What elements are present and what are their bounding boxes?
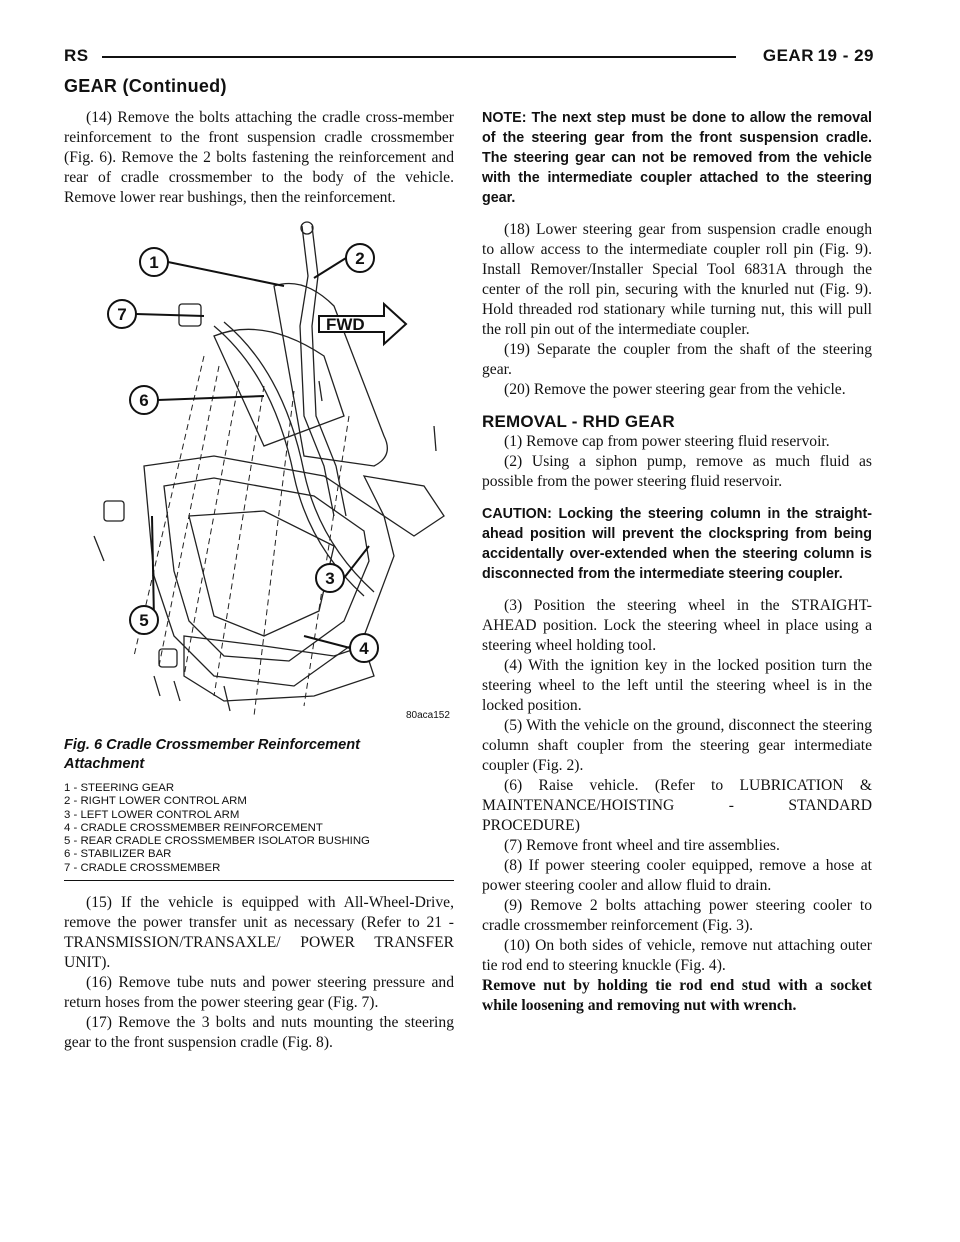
note-block: NOTE: The next step must be done to allow the removal of the steering gear from the front suspension cradle. The steering gear can not be removed from the vehicle with the intermediate coupler attached to the steering gear. (482, 110, 872, 206)
step-14: (14) Remove the bolts attaching the cradle cross-member reinforcement to the front suspension cradle crossmember (Fig. 6). Remove the 2 bolts fastening the reinforcement and rear of cradle crossmember to the body of the vehicle. Remove lower rear bushings, then the reinforcement. (64, 109, 454, 206)
cradle-crossmember-illustration (64, 216, 454, 736)
callout-4: 4 (359, 639, 369, 658)
rhd-step-6: (6) Raise vehicle. (Refer to LUBRICATION & MAINTENANCE/HOISTING - STANDARD PROCEDURE) (482, 777, 872, 834)
callout-1: 1 (149, 253, 159, 272)
page-header (64, 46, 874, 70)
rhd-step-7: (7) Remove front wheel and tire assemblies. (504, 837, 780, 854)
rhd-step-3: (3) Position the steering wheel in the STRAIGHT-AHEAD position. Lock the steering wheel in place using a steering wheel holding tool. (482, 597, 872, 654)
left-column (64, 108, 454, 1053)
callout-5: 5 (139, 611, 149, 630)
rhd-step-5: (5) With the vehicle on the ground, disconnect the steering column shaft coupler from the steering gear intermediate coupler (Fig. 2). (482, 717, 872, 774)
legend-item: 3 - LEFT LOWER CONTROL ARM (64, 808, 240, 821)
legend-item: 1 - STEERING GEAR (64, 782, 175, 794)
step-17: (17) Remove the 3 bolts and nuts mounting the steering gear to the front suspension cradle (Fig. 8). (64, 1014, 454, 1052)
callout-2: 2 (355, 249, 365, 268)
rhd-step-10-bold: Remove nut by holding tie rod end stud with a socket while loosening and removing nut with wrench. (482, 977, 872, 1014)
header-rule (102, 56, 736, 58)
figure-caption-line2: Attachment (64, 756, 145, 772)
rhd-step-4: (4) With the ignition key in the locked position turn the steering wheel to the left until the steering wheel is in the locked position. (482, 657, 872, 714)
callout-3: 3 (325, 569, 335, 588)
rhd-step-1: (1) Remove cap from power steering fluid reservoir. (504, 433, 830, 450)
figure-legend (64, 782, 454, 881)
legend-item: 7 - CRADLE CROSSMEMBER (64, 861, 221, 874)
header-section: GEAR (762, 46, 814, 65)
figure-6 (64, 216, 454, 736)
rhd-step-10: (10) On both sides of vehicle, remove nut attaching outer tie rod end to steering knuckle (Fig. 4). (482, 937, 872, 974)
legend-item: 6 - STABILIZER BAR (64, 848, 172, 861)
legend-item: 4 - CRADLE CROSSMEMBER REINFORCEMENT (64, 821, 323, 834)
header-page-number: 19 - 29 (817, 46, 874, 65)
continued-title: GEAR (Continued) (64, 76, 227, 96)
legend-item: 2 - RIGHT LOWER CONTROL ARM (64, 795, 247, 808)
figure-caption-line1: Fig. 6 Cradle Crossmember Reinforcement (64, 737, 361, 753)
header-model: RS (64, 46, 89, 65)
fwd-label: FWD (326, 315, 365, 334)
fwd-arrow (319, 304, 406, 344)
caution-block: CAUTION: Locking the steering column in the straight-ahead position will prevent the clockspring from being accidentally over-extended when the steering column is disconnected from the intermediate steering coupler. (482, 506, 872, 582)
step-20: (20) Remove the power steering gear from the vehicle. (504, 381, 846, 398)
callout-7: 7 (117, 305, 127, 324)
rhd-step-2: (2) Using a siphon pump, remove as much fluid as possible from the power steering fluid reservoir. (482, 453, 872, 490)
section-heading: REMOVAL - RHD GEAR (482, 412, 675, 431)
rhd-step-8: (8) If power steering cooler equipped, remove a hose at power steering cooler and allow fluid to drain. (482, 857, 872, 894)
callout-6: 6 (139, 391, 149, 410)
legend-item: 5 - REAR CRADLE CROSSMEMBER ISOLATOR BUSHING (64, 835, 370, 848)
right-column (482, 108, 872, 1016)
figure-code: 80aca152 (406, 710, 450, 721)
step-19: (19) Separate the coupler from the shaft of the steering gear. (482, 341, 872, 378)
rhd-step-9: (9) Remove 2 bolts attaching power steering cooler to cradle crossmember reinforcement (Fig. 3). (482, 897, 872, 934)
step-15: (15) If the vehicle is equipped with All-Wheel-Drive, remove the power transfer unit as necessary (Refer to 21 - TRANSMISSION/TRANSAXLE/ POWER TRANSFER UNIT). (64, 894, 454, 972)
step-16: (16) Remove tube nuts and power steering pressure and return hoses from the power steering gear (Fig. 7). (64, 974, 454, 1012)
step-18: (18) Lower steering gear from suspension cradle enough to allow access to the intermediate coupler roll pin (Fig. 9). Install Remover/Installer Special Tool 6831A through the center of the roll pin, securing with the knurled nut (Fig. 9). Hold threaded rod stationary while turning nut, this will pull the roll pin out of the intermediate coupler. (482, 221, 872, 338)
